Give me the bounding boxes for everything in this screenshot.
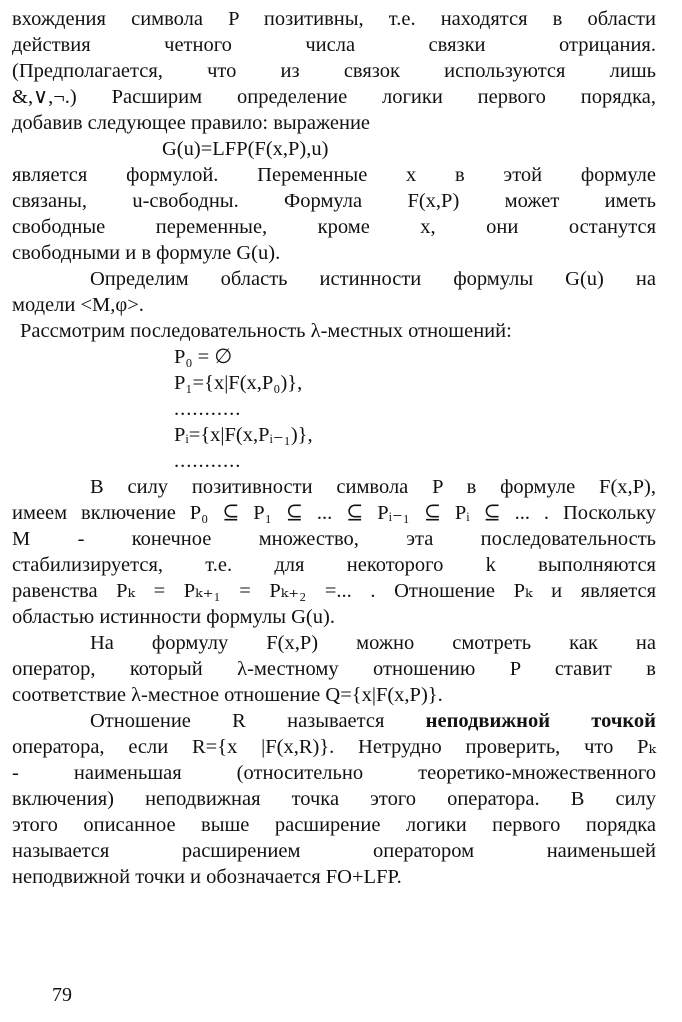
text-line: свободными и в формуле G(u). [12, 242, 281, 264]
text-line: является формулой. Переменные x в этой формуле [12, 164, 656, 186]
text-line: оператора, если R={x |F(x,R)}. Нетрудно проверить, что Pₖ [12, 736, 656, 758]
paragraph-7 [12, 708, 656, 890]
formula-lfp: G(u)=LFP(F(x,P),u) [162, 138, 329, 160]
text-line: равенства Pₖ = Pₖ₊₁ = Pₖ₊₂ =... . Отношение Pₖ и является [12, 580, 656, 602]
text-line: называется расширением оператором наименьшей [12, 840, 656, 862]
page-number: 79 [52, 984, 72, 1006]
paragraph-6 [12, 630, 656, 708]
ellipsis-1: ........... [174, 398, 242, 420]
paragraph-2 [12, 162, 656, 266]
paragraph-4: Рассмотрим последовательность λ-местных отношений: [20, 320, 512, 342]
text-line: имеем включение P₀ ⊆ P₁ ⊆ ... ⊆ Pᵢ₋₁ ⊆ Pᵢ ⊆ ... . Поскольку [12, 502, 656, 524]
formula-p1: P₁={x|F(x,P₀)}, [174, 372, 303, 394]
text-line: &,∨,¬.) Расширим определение логики первого порядка, [12, 86, 656, 108]
text-line: действия четного числа связки отрицания. [12, 34, 656, 56]
paragraph-1 [12, 6, 656, 136]
text-line: соответствие λ-местное отношение Q={x|F(x,P)}. [12, 684, 443, 706]
text-line: стабилизируется, т.е. для некоторого k выполняются [12, 554, 656, 576]
text-line: модели <M,φ>. [12, 294, 144, 316]
text-line: - наименьшая (относительно теоретико-множественного [12, 762, 656, 784]
term-fixed-point: неподвижной точкой [425, 710, 656, 732]
text-line: M - конечное множество, эта последовательность [12, 528, 656, 550]
text-line: этого описанное выше расширение логики первого порядка [12, 814, 656, 836]
text-line: связаны, u-свободны. Формула F(x,P) может иметь [12, 190, 656, 212]
text-line: неподвижной точки и обозначается FO+LFP. [12, 866, 402, 888]
text-line: оператор, который λ-местному отношению P ставит в [12, 658, 656, 680]
text-line: областью истинности формулы G(u). [12, 606, 335, 628]
ellipsis-2: ........... [174, 450, 242, 472]
page-body [12, 6, 656, 890]
paragraph-5 [12, 474, 656, 630]
text-line: Определим область истинности формулы G(u) на [90, 268, 656, 290]
text-line: вхождения символа P позитивны, т.е. находятся в области [12, 8, 656, 30]
text-fragment: Отношение R называется [90, 710, 385, 732]
paragraph-3 [12, 266, 656, 318]
formula-p0: P₀ = ∅ [174, 346, 233, 368]
text-line [12, 708, 656, 734]
sequence-block [12, 344, 656, 474]
formula-pi: Pᵢ={x|F(x,Pᵢ₋₁)}, [174, 424, 313, 446]
text-line: свободные переменные, кроме x, они останутся [12, 216, 656, 238]
text-line: На формулу F(x,P) можно смотреть как на [90, 632, 656, 654]
text-line: (Предполагается, что из связок используются лишь [12, 60, 656, 82]
text-line: добавив следующее правило: выражение [12, 112, 371, 134]
text-line: В силу позитивности символа P в формуле F(x,P), [90, 476, 656, 498]
text-line: включения) неподвижная точка этого оператора. В силу [12, 788, 656, 810]
